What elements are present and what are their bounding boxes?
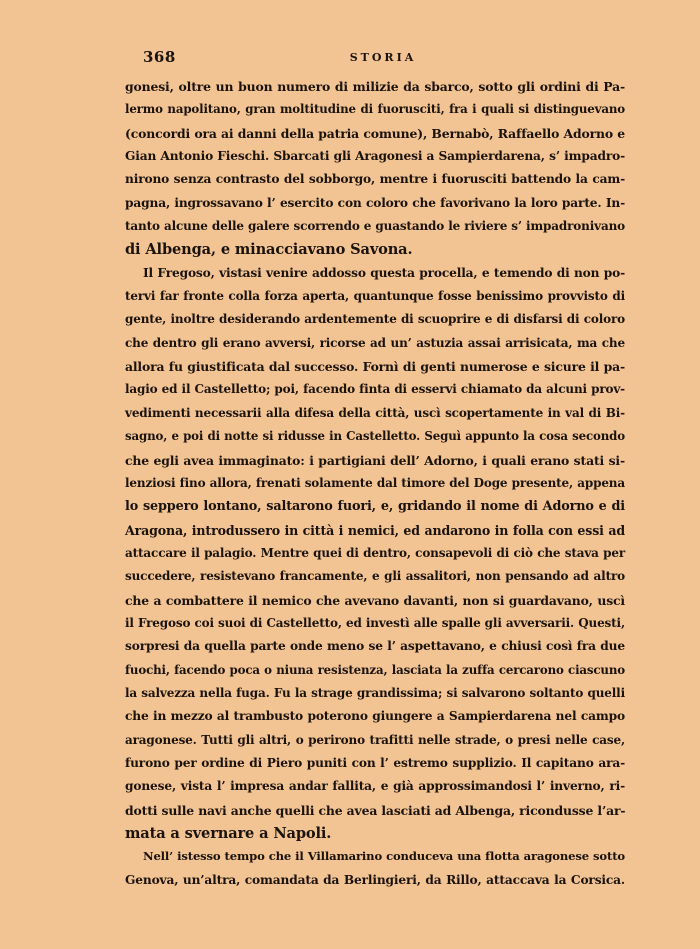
text-line: di Albenga, e minacciavano Savona. xyxy=(125,241,413,259)
text-line: vedimenti necessarii alla difesa della città, uscì scopertamente in val di Bi- xyxy=(125,405,625,420)
text-line: allora fu giustificata dal successo. Fornì di genti numerose e sicure il pa- xyxy=(125,359,625,375)
text-line: gente, inoltre desiderando ardentemente di scuoprire e di disfarsi di coloro xyxy=(125,312,625,327)
text-line: (concordi ora ai danni della patria comune), Bernabò, Raffaello Adorno e xyxy=(125,125,625,141)
text-line: nirono senza contrasto del sobborgo, mentre i fuorusciti battendo la cam- xyxy=(125,172,625,187)
text-line: mata a svernare a Napoli. xyxy=(125,825,332,842)
text-line: gonesi, oltre un buon numero di milizie da sbarco, sotto gli ordini di Pa- xyxy=(125,79,625,94)
text-line: Il Fregoso, vistasi venire addosso questa procella, e temendo di non po- xyxy=(143,265,625,280)
text-line: dotti sulle navi anche quelli che avea lasciati ad Albenga, ricondusse l’ar- xyxy=(125,802,626,818)
text-line: che a combattere il nemico che avevano davanti, non si guardavano, uscì xyxy=(125,592,625,608)
text-line: lermo napolitano, gran moltitudine di fuorusciti, fra i quali si distinguevano xyxy=(125,102,625,117)
text-line: furono per ordine di Piero puniti con l’ estremo supplizio. Il capitano ara- xyxy=(125,755,625,770)
page-number: 368 xyxy=(143,48,176,66)
text-line: pagna, ingrossavano l’ esercito con coloro che favorivano la loro parte. In- xyxy=(125,195,625,210)
text-line: il Fregoso coi suoi di Castelletto, ed investì alle spalle gli avversarii. Questi, xyxy=(125,615,625,630)
page-header xyxy=(143,48,623,68)
text-line: Nell’ istesso tempo che il Villamarino conduceva una flotta aragonese sotto xyxy=(143,849,625,864)
text-line: che dentro gli erano avversi, ricorse ad un’ astuzia assai arrisicata, ma che xyxy=(125,335,625,350)
running-head: STORIA xyxy=(349,51,417,64)
text-line: Aragona, introdussero in città i nemici, ed andarono in folla con essi ad xyxy=(125,522,625,538)
text-line: sorpresi da quella parte onde meno se l’ aspettavano, e chiusi così fra due xyxy=(125,639,625,654)
text-line: Genova, un’altra, comandata da Berlingieri, da Rillo, attaccava la Corsica. xyxy=(125,872,625,887)
text-line: sagno, e poi di notte si ridusse in Castelletto. Seguì appunto la cosa secondo xyxy=(125,429,625,444)
text-line: gonese, vista l’ impresa andar fallita, e già approssimandosi l’ inverno, ri- xyxy=(125,779,625,794)
text-line: lenziosi fino allora, frenati solamente dal timore del Doge presente, appena xyxy=(125,475,625,490)
text-line: che egli avea immaginato: i partigiani dell’ Adorno, i quali erano stati si- xyxy=(125,452,625,468)
text-line: tervi far fronte colla forza aperta, quantunque fosse benissimo provvisto di xyxy=(125,289,625,304)
body-text xyxy=(125,75,625,892)
text-line: che in mezzo al trambusto poterono giungere a Sampierdarena nel campo xyxy=(125,709,625,724)
text-line: lo seppero lontano, saltarono fuori, e, gridando il nome di Adorno e di xyxy=(125,499,625,515)
text-line: aragonese. Tutti gli altri, o perirono trafitti nelle strade, o presi nelle case, xyxy=(125,732,625,747)
text-line: attaccare il palagio. Mentre quei di dentro, consapevoli di ciò che stava per xyxy=(125,545,625,560)
text-line: succedere, resistevano francamente, e gli assalitori, non pensando ad altro xyxy=(125,569,625,584)
text-line: la salvezza nella fuga. Fu la strage grandissima; si salvarono soltanto quelli xyxy=(125,685,625,700)
text-line: Gian Antonio Fieschi. Sbarcati gli Aragonesi a Sampierdarena, s’ impadro- xyxy=(125,149,625,164)
text-line: lagio ed il Castelletto; poi, facendo finta di esservi chiamato da alcuni prov- xyxy=(125,382,625,397)
text-line: tanto alcune delle galere scorrendo e guastando le riviere s’ impadronivano xyxy=(125,219,625,234)
text-line: fuochi, facendo poca o niuna resistenza, lasciata la zuffa cercarono ciascuno xyxy=(125,662,625,677)
